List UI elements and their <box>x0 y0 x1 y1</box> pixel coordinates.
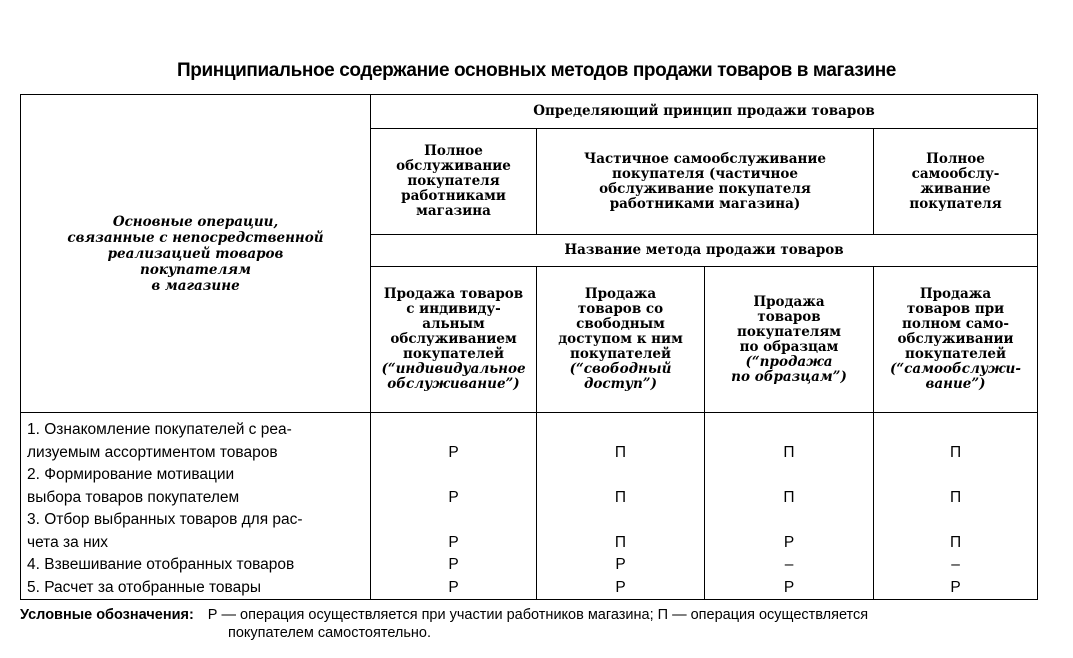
method-header: Название метода продажи товаров <box>371 235 1038 267</box>
value-cell <box>705 419 873 442</box>
value-cell: Р <box>615 556 626 573</box>
value-cell: П <box>614 443 627 461</box>
value-cell: – <box>951 556 960 573</box>
values-self-service <box>874 413 1038 600</box>
value-cell <box>371 509 536 532</box>
operations-header: Основные операции, связанные с непосредственной реализацией товаров покупателям в магазине <box>21 95 371 413</box>
principle-full-service: Полное обслуживание покупателя работниками магазина <box>371 129 537 235</box>
value-cell: Р <box>615 578 626 596</box>
method-self-service <box>874 267 1038 413</box>
methods-table <box>20 94 1038 600</box>
method-self-service-text: Продажа товаров при полном само- обслуживании покупателей <box>897 286 1014 362</box>
header-row-principle <box>21 95 1038 129</box>
value-cell <box>537 419 704 442</box>
method-free-access <box>537 267 705 413</box>
value-cell <box>537 464 704 487</box>
legend-line-1: Р — операция осуществляется при участии работников магазина; П — операция осуществляется <box>207 607 869 623</box>
operation-line: 2. Формирование мотивации <box>27 466 235 483</box>
values-individual-service <box>371 413 537 600</box>
value-cell: Р <box>950 578 961 596</box>
value-cell <box>371 464 536 487</box>
value-cell: П <box>949 443 962 461</box>
operation-line: 5. Расчет за отобранные товары <box>27 578 261 596</box>
method-individual-service-quote: (“индивидуальное обслуживание”) <box>381 361 526 392</box>
value-cell <box>705 509 873 532</box>
method-individual-service-text: Продажа товаров с индивиду- альным обслуживанием покупателей <box>383 286 524 362</box>
operation-line: выбора товаров покупателем <box>27 488 240 506</box>
values-free-access <box>537 413 705 600</box>
value-cell: Р <box>448 488 459 506</box>
method-self-service-quote: (“самообслужи- вание”) <box>890 361 1021 392</box>
method-free-access-quote: (“свободный доступ”) <box>569 361 672 392</box>
principle-partial-self-service: Частичное самообслуживание покупателя (частичное обслуживание покупателя работниками магазина) <box>537 129 874 235</box>
method-free-access-text: Продажа товаров со свободным доступом к ним покупателей <box>558 286 683 362</box>
value-cell: П <box>949 488 962 506</box>
operation-line: лизуемым ассортиментом товаров <box>27 443 278 461</box>
value-cell: Р <box>448 578 459 596</box>
value-cell <box>371 419 536 442</box>
operation-line: 1. Ознакомление покупателей с реа- <box>27 421 292 438</box>
value-cell <box>537 509 704 532</box>
legend-label: Условные обозначения: <box>20 607 194 623</box>
value-cell: Р <box>448 533 459 551</box>
value-cell: Р <box>783 533 795 551</box>
principle-full-self-service: Полное самообслу- живание покупателя <box>874 129 1038 235</box>
legend-line-2: покупателем самостоятельно. <box>228 625 432 641</box>
value-cell: П <box>614 533 627 551</box>
values-by-samples <box>705 413 874 600</box>
value-cell: П <box>614 488 627 506</box>
principle-header: Определяющий принцип продажи товаров <box>371 95 1038 129</box>
value-cell <box>874 464 1037 487</box>
operation-line: 3. Отбор выбранных товаров для рас- <box>27 511 303 528</box>
value-cell: Р <box>448 556 459 573</box>
operations-list <box>21 413 371 600</box>
table-title: Принципиальное содержание основных методов продажи товаров в магазине <box>177 60 896 81</box>
value-cell: П <box>783 443 795 461</box>
legend-note <box>20 606 1045 642</box>
value-cell <box>874 509 1037 532</box>
value-cell: П <box>783 488 795 506</box>
value-cell: Р <box>448 443 459 461</box>
operations-row <box>21 413 1038 600</box>
method-by-samples <box>705 267 874 413</box>
operation-line: 4. Взвешивание отобранных товаров <box>27 556 295 573</box>
value-cell <box>874 419 1037 442</box>
value-cell: Р <box>783 578 795 596</box>
operation-line: чета за них <box>27 533 109 551</box>
value-cell: П <box>949 533 962 551</box>
value-cell <box>705 464 873 487</box>
value-cell: – <box>784 556 794 573</box>
method-by-samples-text: Продажа товаров покупателям по образцам <box>736 293 842 355</box>
method-by-samples-quote: (“продажа по образцам”) <box>731 353 847 385</box>
method-individual-service <box>371 267 537 413</box>
